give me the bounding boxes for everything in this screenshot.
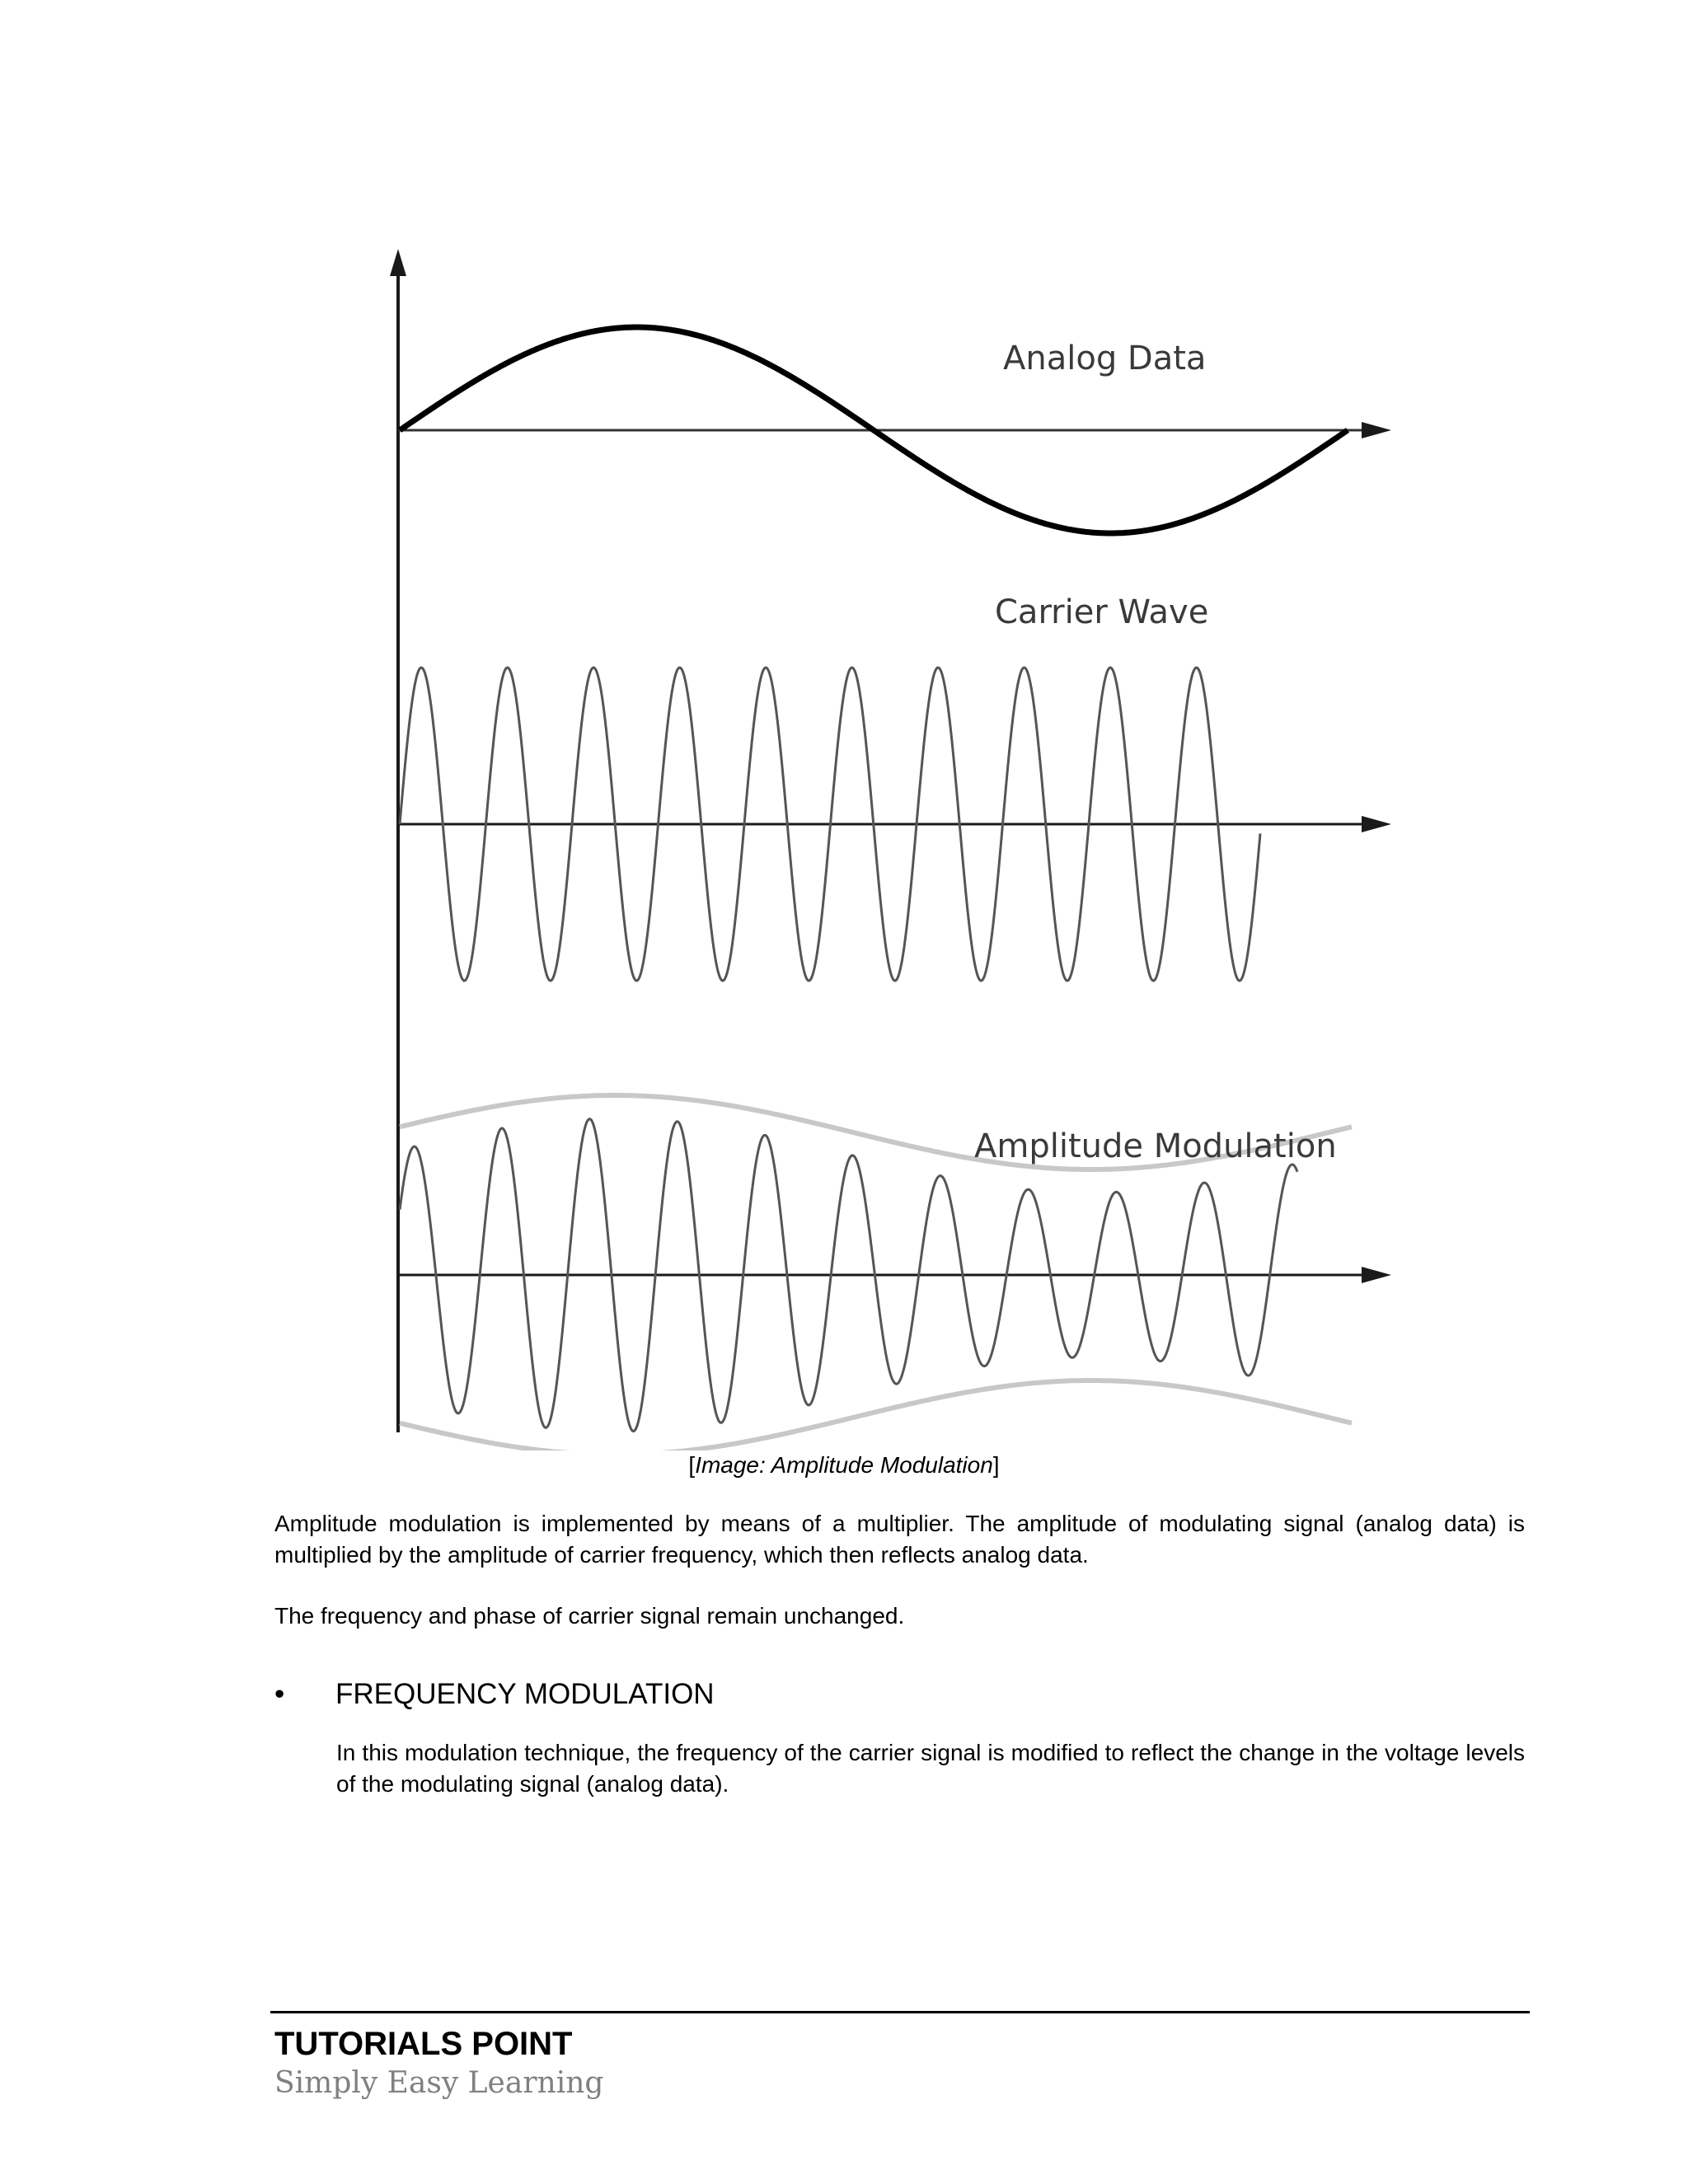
- caption-bracket-open: [: [688, 1452, 696, 1478]
- section-heading: FREQUENCY MODULATION: [335, 1678, 715, 1710]
- caption-bracket-close: ]: [992, 1452, 1000, 1478]
- paragraph-fm-description: In this modulation technique, the frequency of the carrier signal is modified to reflect the change in the voltage levels of the modulating signal (analog data).: [336, 1740, 1525, 1797]
- paragraph-frequency-phase: The frequency and phase of carrier signal remain unchanged.: [274, 1603, 905, 1629]
- carrier-wave: [400, 668, 1260, 981]
- paragraph-am-description: Amplitude modulation is implemented by means of a multiplier. The amplitude of modulating signal (analog data) is multiplied by the amplitude of carrier frequency, which then reflects analog data.: [274, 1511, 1525, 1568]
- vertical-axis-arrow-icon: [390, 249, 406, 276]
- amplitude-modulation-label: Amplitude Modulation: [974, 1127, 1337, 1165]
- carrier-axis-arrow-icon: [1362, 816, 1391, 832]
- figure-caption: [0, 1452, 1688, 1479]
- carrier-wave-label: Carrier Wave: [995, 593, 1209, 631]
- bullet-icon: •: [274, 1678, 285, 1710]
- footer-tagline: Simply Easy Learning: [274, 2066, 604, 2100]
- footer-brand: TUTORIALS POINT: [274, 2026, 573, 2062]
- am-axis-arrow-icon: [1362, 1267, 1391, 1283]
- analog-data-label: Analog Data: [1003, 340, 1207, 377]
- caption-text: Image: Amplitude Modulation: [695, 1452, 993, 1478]
- am-envelope-lower: [400, 1380, 1352, 1451]
- analog-axis-arrow-icon: [1362, 422, 1391, 438]
- footer-divider: [270, 2011, 1530, 2013]
